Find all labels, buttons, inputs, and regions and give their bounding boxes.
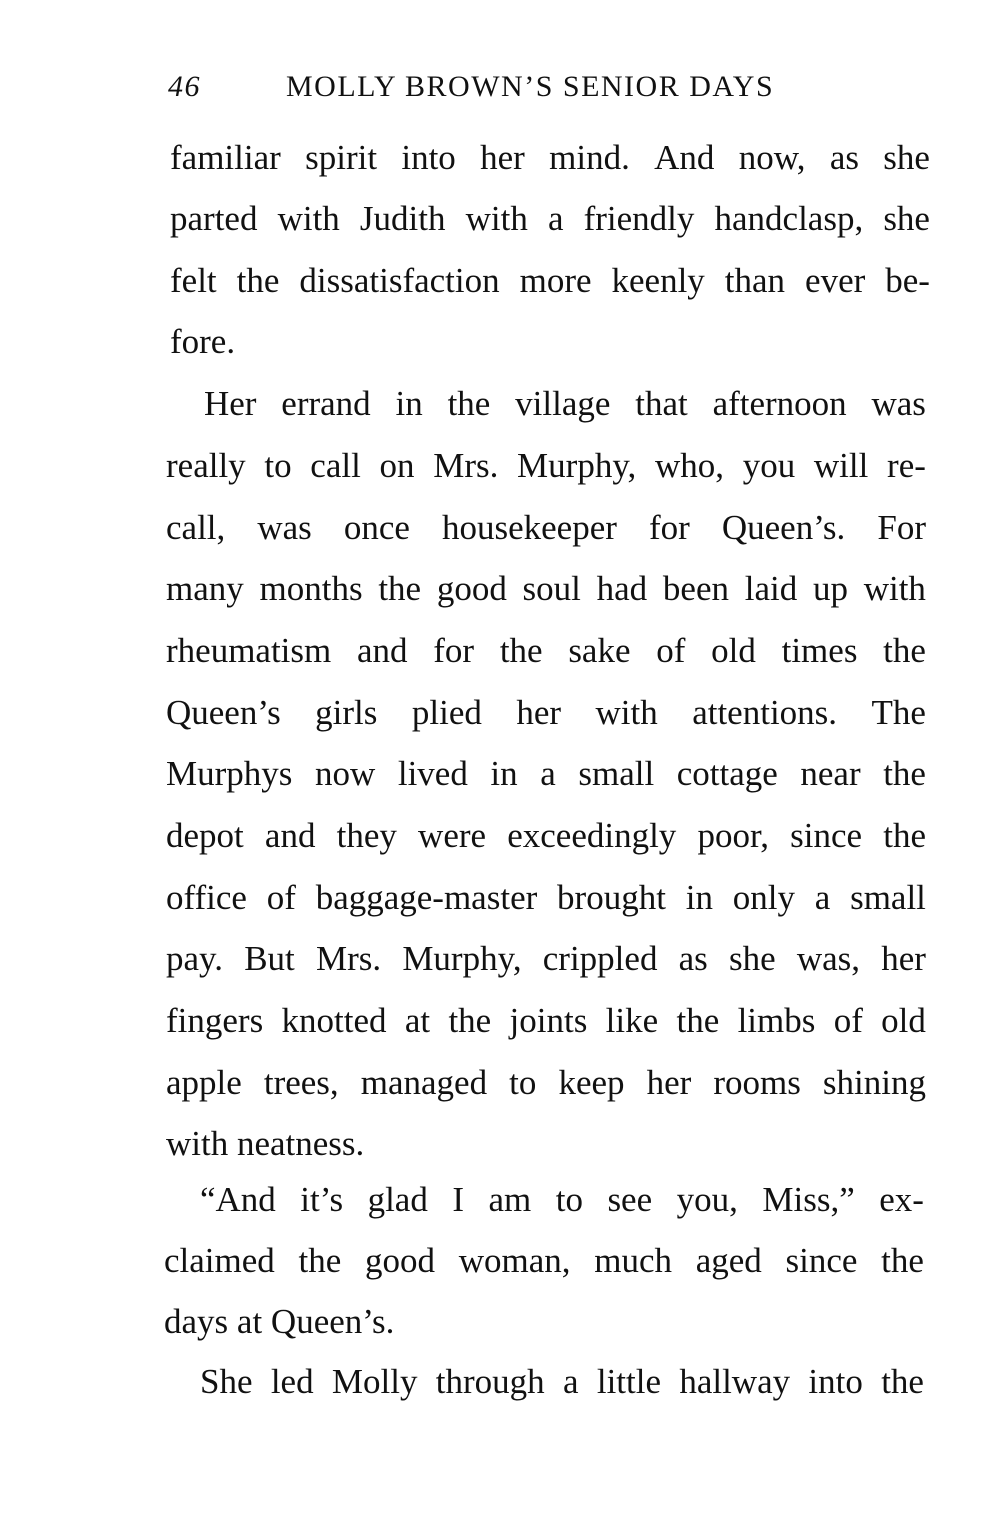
text-line: apple trees, managed to keep her rooms shining: [166, 1063, 926, 1102]
text-line: Queen’s girls plied her with attentions. The: [166, 693, 926, 732]
text-line: office of baggage-master brought in only a small: [166, 878, 926, 917]
text-line: “And it’s glad I am to see you, Miss,” ex-: [200, 1180, 924, 1219]
text-line: Murphys now lived in a small cottage near the: [166, 754, 926, 793]
text-line: pay. But Mrs. Murphy, crippled as she was, her: [166, 939, 926, 978]
text-line: rheumatism and for the sake of old times the: [166, 631, 926, 670]
text-line: familiar spirit into her mind. And now, as she: [170, 138, 930, 177]
text-line: felt the dissatisfaction more keenly than ever be-: [170, 261, 930, 300]
text-line: many months the good soul had been laid up with: [166, 569, 926, 608]
page-number: 46: [168, 70, 201, 103]
text-line: parted with Judith with a friendly handclasp, she: [170, 199, 930, 238]
text-line: depot and they were exceedingly poor, since the: [166, 816, 926, 855]
text-line: She led Molly through a little hallway into the: [200, 1362, 924, 1401]
text-line: with neatness.: [166, 1124, 365, 1163]
text-line: days at Queen’s.: [164, 1302, 395, 1341]
text-line: call, was once housekeeper for Queen’s. For: [166, 508, 926, 547]
book-title: MOLLY BROWN’S SENIOR DAYS: [286, 70, 775, 103]
text-line: really to call on Mrs. Murphy, who, you will re-: [166, 446, 926, 485]
text-line: fore.: [170, 322, 236, 361]
text-line: Her errand in the village that afternoon was: [204, 384, 926, 423]
text-line: fingers knotted at the joints like the limbs of old: [166, 1001, 926, 1040]
text-line: claimed the good woman, much aged since the: [164, 1241, 924, 1280]
running-header: [168, 70, 828, 110]
